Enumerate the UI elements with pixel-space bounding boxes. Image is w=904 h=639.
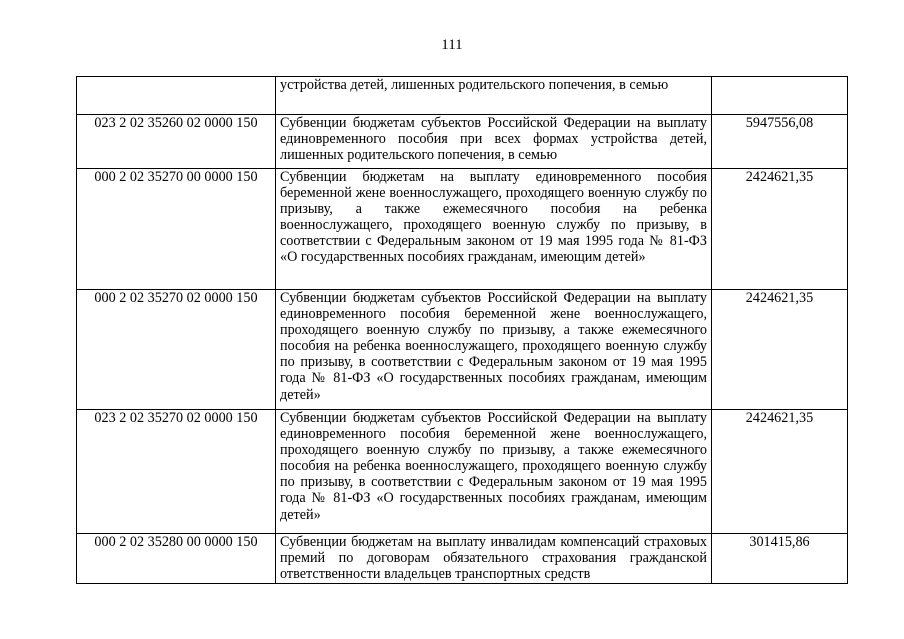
budget-code-cell: 023 2 02 35270 02 0000 150: [77, 410, 276, 534]
description-text: Субвенции бюджетам на выплату единовременного пособия беременной жене военнослужащего, проходящего военную службу по призыву, а также ежемесячного пособия на ребенка военнослужащего, проходящего военную службу по призыву, в соответствии с Федеральным законом от 19 мая 1995 года № 81-ФЗ «О государственных пособиях гражданам, имеющим детей»: [280, 169, 707, 266]
description-text: Субвенции бюджетам субъектов Российской Федерации на выплату единовременного пособия беременной жене военнослужащего, проходящего военную службу по призыву, а также ежемесячного пособия на ребенка военнослужащего, проходящего военную службу по призыву, в соответствии с Федеральным законом от 19 мая 1995 года № 81-ФЗ «О государственных пособиях гражданам, имеющим детей»: [280, 290, 707, 403]
amount-cell: 2424621,35: [712, 169, 848, 290]
description-text: Субвенции бюджетам субъектов Российской Федерации на выплату единовременного пособия беременной жене военнослужащего, проходящего военную службу по призыву, а также ежемесячного пособия на ребенка военнослужащего, проходящего военную службу по призыву, в соответствии с Федеральным законом от 19 мая 1995 года № 81-ФЗ «О государственных пособиях гражданам, имеющим детей»: [280, 410, 707, 523]
amount-cell: 301415,86: [712, 534, 848, 584]
amount-cell: 5947556,08: [712, 115, 848, 169]
description-cell: [276, 534, 712, 584]
amount-cell: [712, 77, 848, 115]
budget-code-cell: [77, 77, 276, 115]
budget-code-cell: 000 2 02 35270 00 0000 150: [77, 169, 276, 290]
table-row: [77, 77, 848, 115]
budget-table: [76, 76, 848, 584]
amount-cell: 2424621,35: [712, 290, 848, 410]
description-cell: [276, 77, 712, 115]
budget-code-cell: 000 2 02 35280 00 0000 150: [77, 534, 276, 584]
description-cell: [276, 290, 712, 410]
description-cell: [276, 169, 712, 290]
table-row: [77, 115, 848, 169]
table-row: [77, 290, 848, 410]
table-row: [77, 534, 848, 584]
table-row: [77, 169, 848, 290]
description-cell: [276, 115, 712, 169]
budget-code-cell: 000 2 02 35270 02 0000 150: [77, 290, 276, 410]
amount-cell: 2424621,35: [712, 410, 848, 534]
page-number: 111: [441, 37, 463, 53]
table-row: [77, 410, 848, 534]
description-text: устройства детей, лишенных родительского попечения, в семью: [280, 77, 669, 93]
description-cell: [276, 410, 712, 534]
description-text: Субвенции бюджетам субъектов Российской Федерации на выплату единовременного пособия при всех формах устройства детей, лишенных родительского попечения, в семью: [280, 115, 707, 164]
budget-code-cell: 023 2 02 35260 02 0000 150: [77, 115, 276, 169]
description-text: Субвенции бюджетам на выплату инвалидам компенсаций страховых премий по договорам обязательного страхования гражданской ответственности владельцев транспортных средств: [280, 534, 707, 583]
